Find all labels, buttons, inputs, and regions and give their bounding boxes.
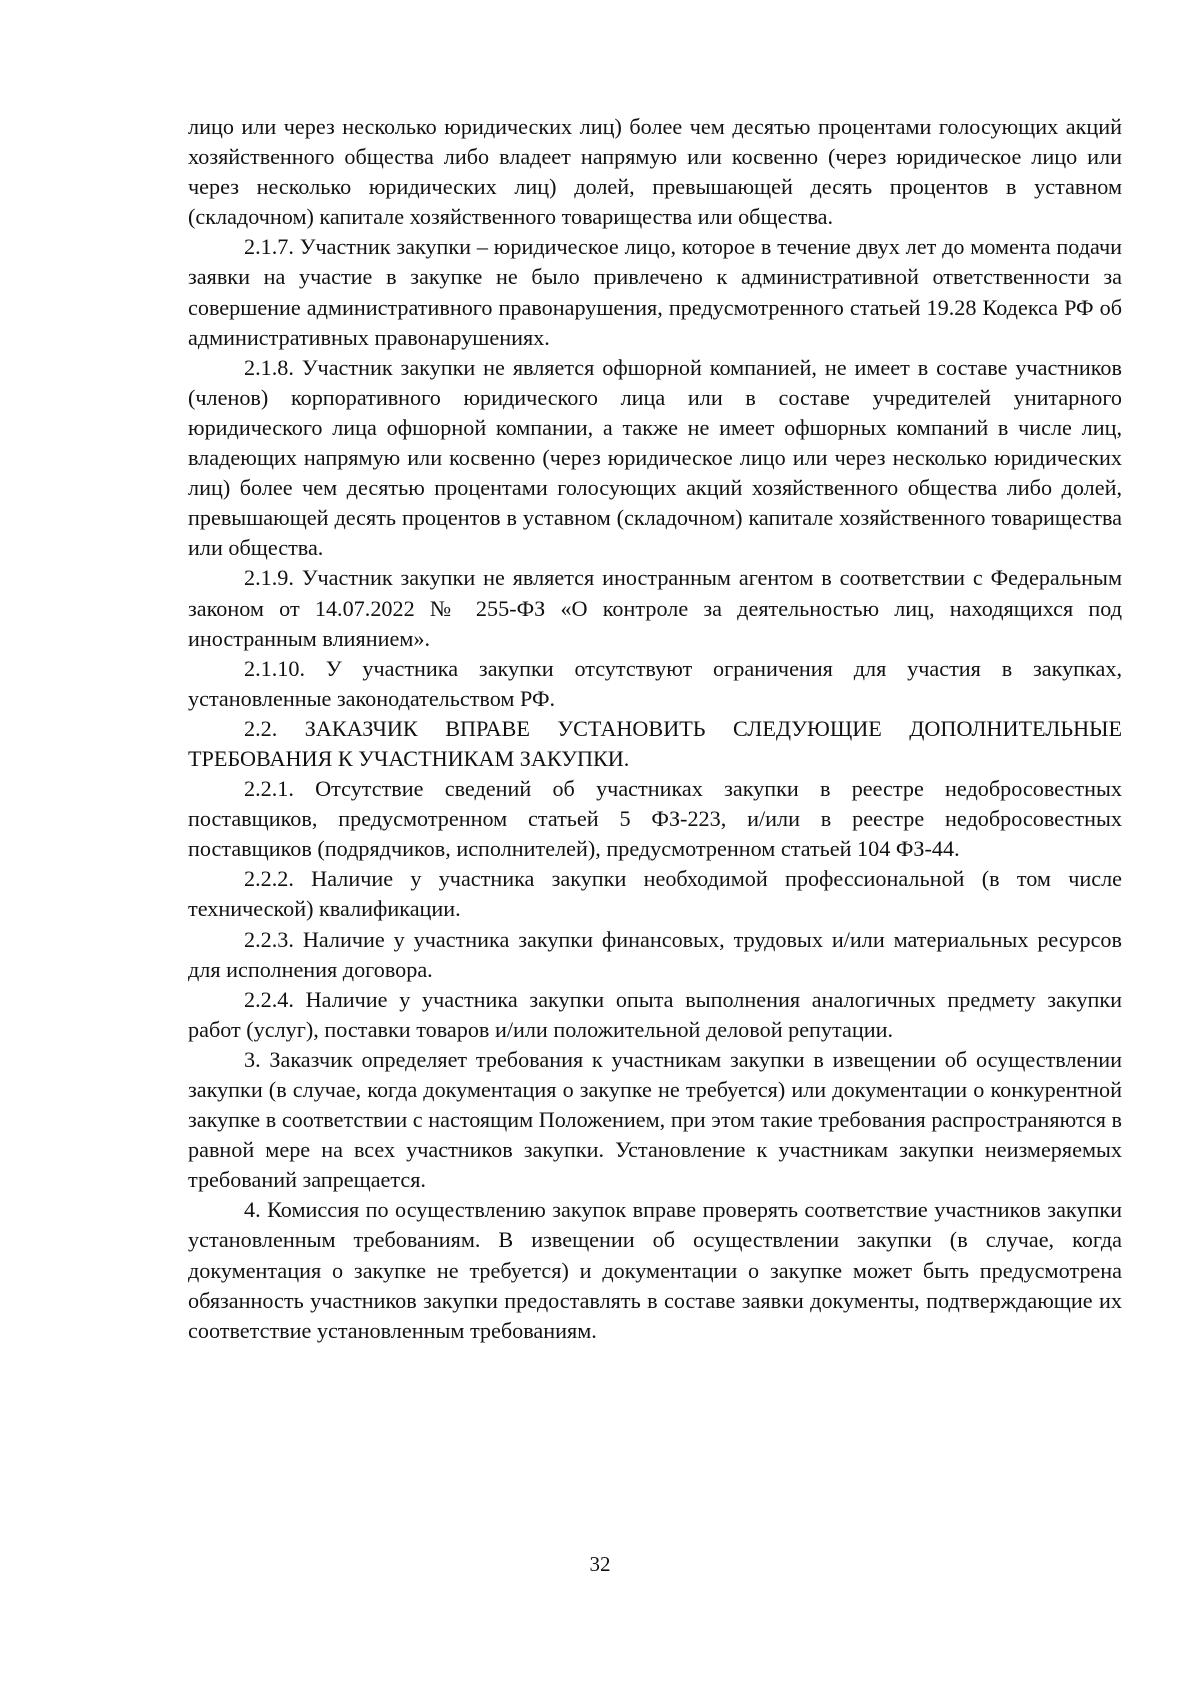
paragraph-continuation: лицо или через несколько юридических лиц) более чем десятью процентами голосующих акций хозяйственного общества либо владеет напрямую или косвенно (через юридическое лицо или через несколько юридических лиц) долей, превышающей десять процентов в уставном (складочном) капитале хозяйственного товарищества или общества. bbox=[188, 114, 1122, 230]
paragraph-2-2-3: 2.2.3. Наличие у участника закупки финансовых, трудовых и/или материальных ресурсов для исполнения договора. bbox=[188, 926, 1122, 982]
paragraph-2-1-10: 2.1.10. У участника закупки отсутствуют ограничения для участия в закупках, установленные законодательством РФ. bbox=[188, 655, 1122, 711]
paragraph-2-2-2: 2.2.2. Наличие у участника закупки необходимой профессиональной (в том числе технической) квалификации. bbox=[188, 866, 1122, 922]
paragraph-3: 3. Заказчик определяет требования к участникам закупки в извещении об осуществлении закупки (в случае, когда документация о закупке не требуется) или документации о конкурентной закупке в соответствии с настоящим Положением, при этом такие требования распространяются в равной мере на всех участников закупки. Установление к участникам закупки неизмеряемых требований запрещается. bbox=[188, 1046, 1122, 1193]
section-heading-2-2: 2.2. ЗАКАЗЧИК ВПРАВЕ УСТАНОВИТЬ СЛЕДУЮЩИЕ ДОПОЛНИТЕЛЬНЫЕ ТРЕБОВАНИЯ К УЧАСТНИКАМ ЗАКУПКИ. bbox=[188, 715, 1122, 771]
paragraph-2-1-9: 2.1.9. Участник закупки не является иностранным агентом в соответствии с Федеральным законом от 14.07.2022 № 255-ФЗ «О контроле за деятельностью лиц, находящихся под иностранным влиянием». bbox=[188, 565, 1122, 651]
document-page bbox=[188, 112, 1122, 1346]
paragraph-2-2-1: 2.2.1. Отсутствие сведений об участниках закупки в реестре недобросовестных поставщиков, предусмотренном статьей 5 ФЗ-223, и/или в реестре недобросовестных поставщиков (подрядчиков, исполнителей), предусмотренном статьей 104 ФЗ-44. bbox=[188, 776, 1122, 862]
page-number: 32 bbox=[589, 1552, 611, 1576]
paragraph-2-1-7: 2.1.7. Участник закупки – юридическое лицо, которое в течение двух лет до момента подачи заявки на участие в закупке не было привлечено к административной ответственности за совершение административного правонарушения, предусмотренного статьей 19.28 Кодекса РФ об административных правонарушениях. bbox=[188, 234, 1122, 350]
paragraph-4: 4. Комиссия по осуществлению закупок вправе проверять соответствие участников закупки установленным требованиям. В извещении об осуществлении закупки (в случае, когда документация о закупке не требуется) и документации о закупке может быть предусмотрена обязанность участников закупки предоставлять в составе заявки документы, подтверждающие их соответствие установленным требованиям. bbox=[188, 1197, 1122, 1343]
paragraph-2-2-4: 2.2.4. Наличие у участника закупки опыта выполнения аналогичных предмету закупки работ (услуг), поставки товаров и/или положительной деловой репутации. bbox=[188, 986, 1122, 1042]
paragraph-2-1-8: 2.1.8. Участник закупки не является офшорной компанией, не имеет в составе участников (членов) корпоративного юридического лица или в составе учредителей унитарного юридического лица офшорной компании, а также не имеет офшорных компаний в числе лиц, владеющих напрямую или косвенно (через юридическое лицо или через несколько юридических лиц) более чем десятью процентами голосующих акций хозяйственного общества либо долей, превышающей десять процентов в уставном (складочном) капитале хозяйственного товарищества или общества. bbox=[188, 354, 1122, 561]
